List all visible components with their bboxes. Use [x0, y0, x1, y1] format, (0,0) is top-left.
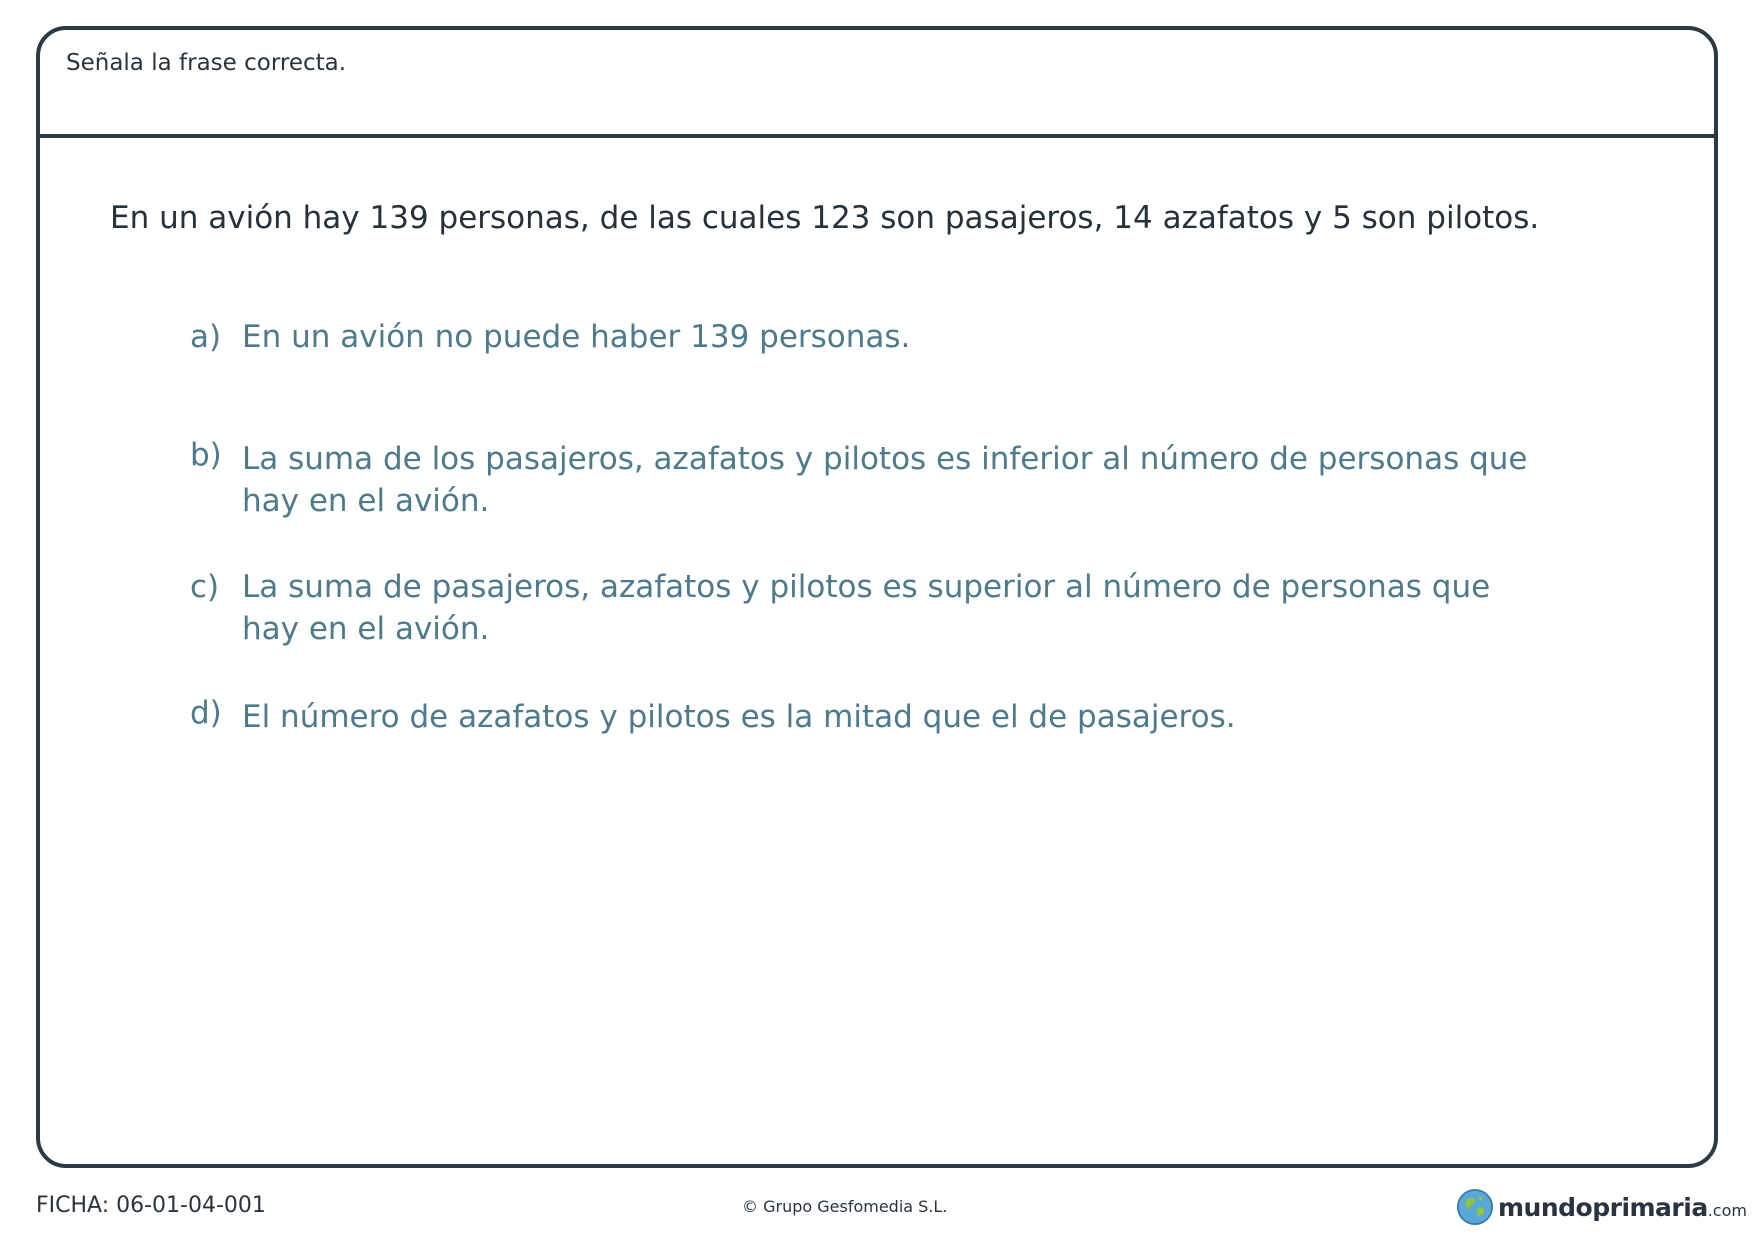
option-text: La suma de los pasajeros, azafatos y pilotos es inferior al número de personas que hay en el avión.	[242, 441, 1528, 519]
option-text: El número de azafatos y pilotos es la mitad que el de pasajeros.	[242, 699, 1236, 735]
globe-icon	[1456, 1188, 1494, 1226]
answer-option-c[interactable]	[190, 566, 1542, 650]
option-text: La suma de pasajeros, azafatos y pilotos es superior al número de personas que hay en el avión.	[242, 569, 1491, 647]
option-text: En un avión no puede haber 139 personas.	[242, 319, 911, 355]
option-letter: a)	[190, 319, 222, 355]
option-letter: d)	[190, 695, 222, 731]
brand-name: mundoprimaria	[1498, 1192, 1708, 1222]
question-statement: En un avión hay 139 personas, de las cuales 123 son pasajeros, 14 azafatos y 5 son pilotos.	[110, 200, 1540, 236]
answer-option-a[interactable]	[190, 316, 1542, 358]
answer-option-b[interactable]	[190, 438, 1542, 522]
brand-tld: .com	[1707, 1200, 1747, 1220]
worksheet-code: FICHA: 06-01-04-001	[36, 1193, 266, 1218]
brand-logo[interactable]	[1456, 1188, 1747, 1226]
option-letter: c)	[190, 569, 220, 605]
option-letter: b)	[190, 437, 222, 473]
instruction-text: Señala la frase correcta.	[66, 50, 347, 76]
copyright-notice: © Grupo Gesfomedia S.L.	[742, 1197, 948, 1216]
instruction-header	[40, 30, 1714, 138]
answer-option-d[interactable]	[190, 696, 1542, 738]
